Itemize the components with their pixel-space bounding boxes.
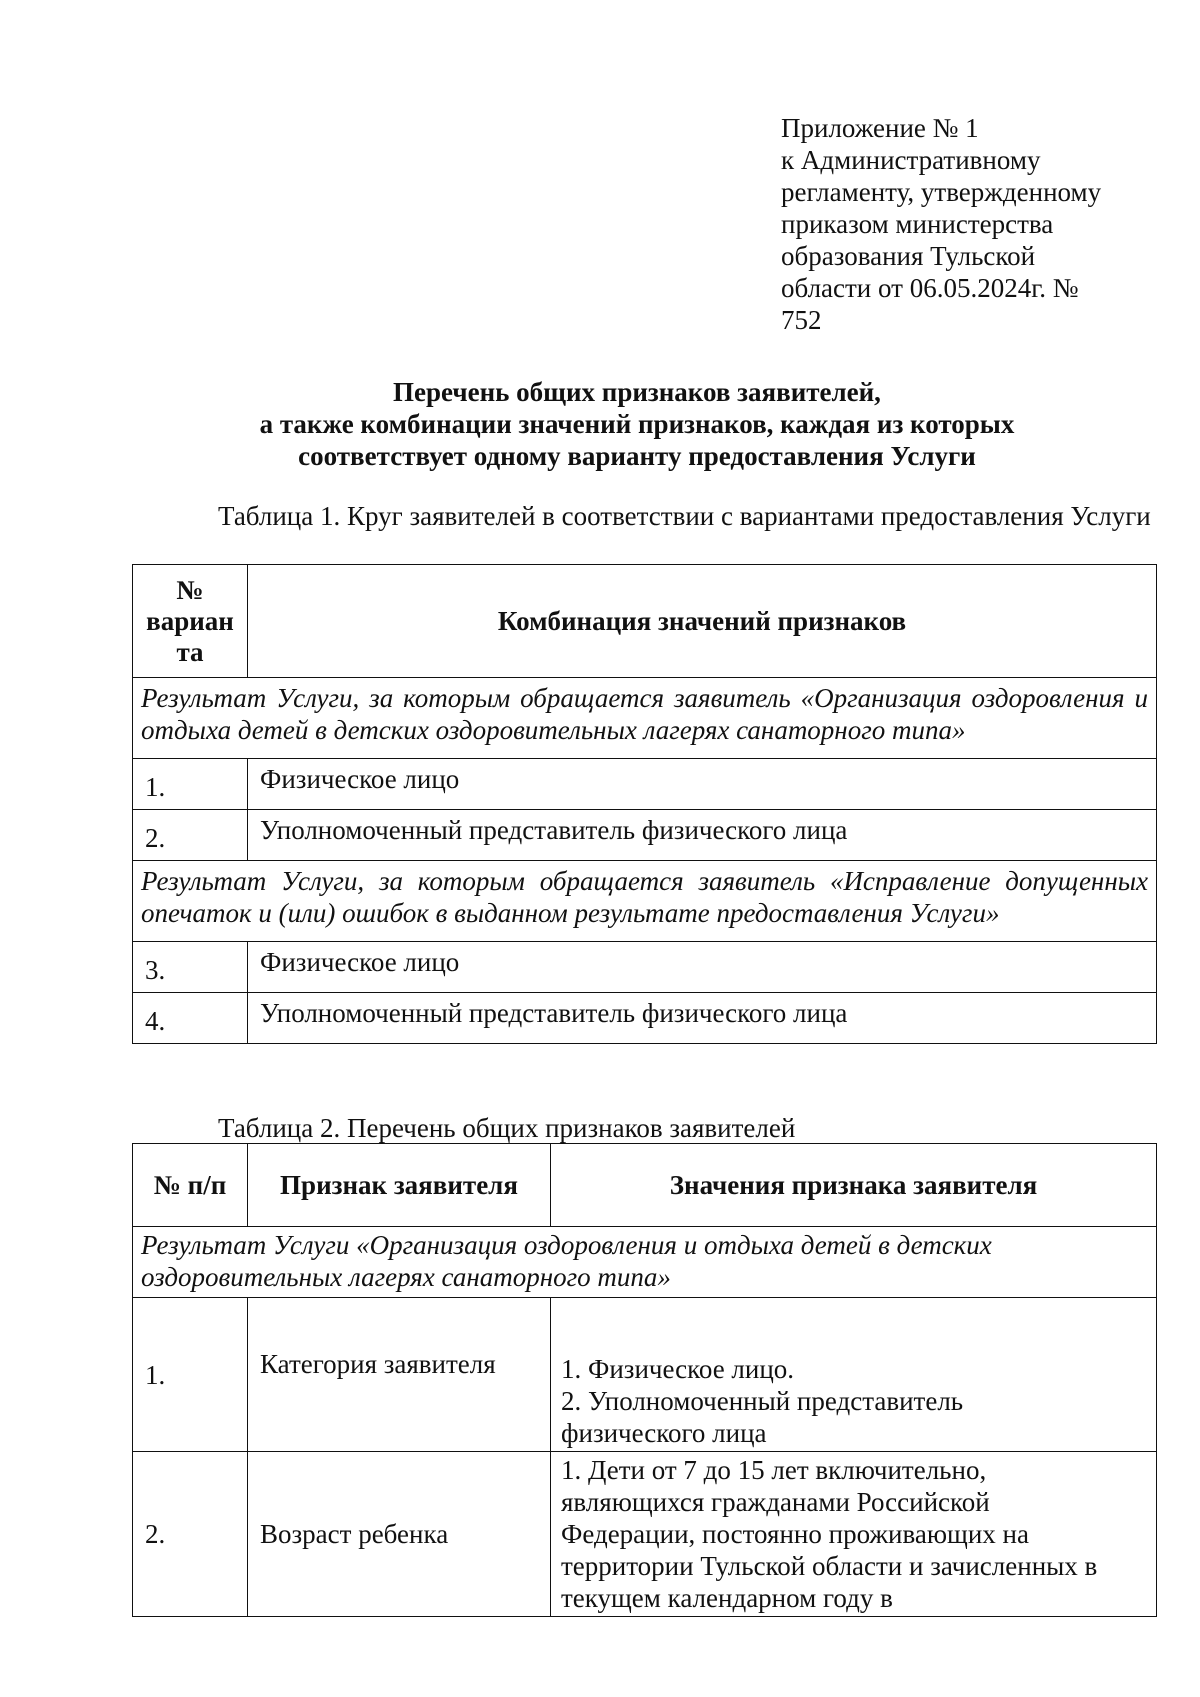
appendix-line: приказом министерства (781, 209, 1054, 239)
variant-value: Физическое лицо (248, 942, 1157, 993)
row-number: 2. (133, 1452, 248, 1617)
appendix-line: регламенту, утвержденному (781, 177, 1102, 207)
variant-number: 2. (133, 810, 248, 861)
sign-value-line: физического лица (561, 1418, 767, 1448)
appendix-line: области от 06.05.2024г. № (781, 273, 1079, 303)
sign-values (551, 1452, 1157, 1617)
section-row (133, 1227, 1157, 1298)
table-row (133, 759, 1157, 810)
sign-value-line: 1. Физическое лицо. (561, 1354, 795, 1384)
variant-number: 1. (133, 759, 248, 810)
table-header-row (133, 1144, 1157, 1227)
appendix-block (781, 112, 1141, 336)
table-row (133, 942, 1157, 993)
applicant-sign: Возраст ребенка (248, 1452, 551, 1617)
appendix-line: к Административному (781, 145, 1041, 175)
sign-value-line: текущем календарном году в (561, 1583, 893, 1613)
header-line: № (176, 574, 204, 605)
document-title-line: соответствует одному варианту предоставления Услуги (298, 441, 976, 471)
appendix-line: образования Тульской (781, 241, 1036, 271)
header-line: та (176, 636, 204, 667)
section-row (133, 678, 1157, 759)
sign-header: Признак заявителя (248, 1144, 551, 1227)
number-header: № п/п (133, 1144, 248, 1227)
table-header-row (133, 565, 1157, 678)
sign-value-line: территории Тульской области и зачисленных в (561, 1551, 1098, 1581)
sign-values (551, 1298, 1157, 1452)
section-row (133, 861, 1157, 942)
variant-value: Физическое лицо (248, 759, 1157, 810)
table2-caption: Таблица 2. Перечень общих признаков заявителей (218, 1113, 796, 1143)
applicant-signs-table (132, 1143, 1157, 1617)
row-number: 1. (133, 1298, 248, 1452)
table-row (133, 1298, 1157, 1452)
table-row (133, 810, 1157, 861)
appendix-line: 752 (781, 305, 822, 335)
variant-number-header (133, 565, 248, 678)
variant-number: 4. (133, 993, 248, 1044)
sign-value-line: 1. Дети от 7 до 15 лет включительно, (561, 1455, 987, 1485)
variant-value: Уполномоченный представитель физического лица (248, 810, 1157, 861)
section-title: Результат Услуги, за которым обращается заявитель «Исправление допущенных опечаток и (или) ошибок в выданном результате предоставления Услуги» (133, 861, 1157, 942)
table-row (133, 993, 1157, 1044)
values-header: Значения признака заявителя (551, 1144, 1157, 1227)
sign-value-line: являющихся гражданами Российской (561, 1487, 990, 1517)
document-title-line: Перечень общих признаков заявителей, (393, 377, 881, 407)
sign-value-line: 2. Уполномоченный представитель (561, 1386, 964, 1416)
variant-value: Уполномоченный представитель физического лица (248, 993, 1157, 1044)
applicants-variants-table (132, 564, 1157, 1044)
sign-value-line: Федерации, постоянно проживающих на (561, 1519, 1029, 1549)
appendix-line: Приложение № 1 (781, 113, 979, 143)
section-title: Результат Услуги, за которым обращается заявитель «Организация оздоровления и отдыха детей в детских оздоровительных лагерях санаторного типа» (133, 678, 1157, 759)
table1-caption: Таблица 1. Круг заявителей в соответствии с вариантами предоставления Услуги (218, 501, 1151, 531)
section-title: Результат Услуги «Организация оздоровления и отдыха детей в детских оздоровительных лагерях санаторного типа» (133, 1227, 1157, 1298)
applicant-sign: Категория заявителя (248, 1298, 551, 1452)
document-title (132, 376, 1142, 472)
variant-number: 3. (133, 942, 248, 993)
header-line: вариан (146, 605, 234, 636)
document-title-line: а также комбинации значений признаков, каждая из которых (259, 409, 1015, 439)
table-row (133, 1452, 1157, 1617)
combination-header: Комбинация значений признаков (248, 565, 1157, 678)
